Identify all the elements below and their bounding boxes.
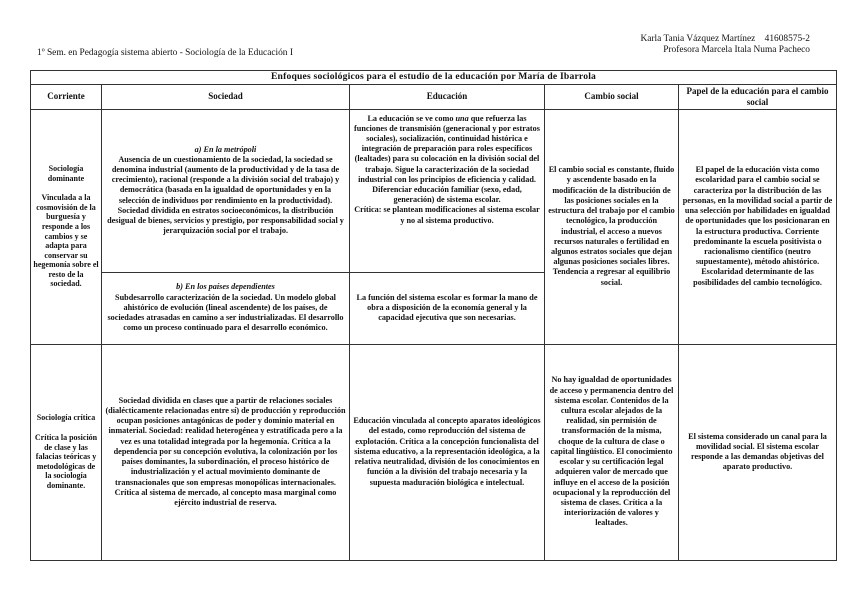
sociedad-dependientes-heading: b) En los países dependientes xyxy=(176,282,275,292)
corriente-critica-cell xyxy=(31,344,102,560)
column-header-corriente: Corriente xyxy=(31,84,102,109)
author-line: Karla Tania Vázquez Martínez 41608575-2 xyxy=(640,34,810,44)
papel-educacion-dominante-cell: El papel de la educación vista como escolaridad para el cambio social se caracteriza por la distribución de las personas, en la movilidad social a partir de una selección por habilidades en igualdad de oportunidades que los posicionaran en la estructura productiva. Corriente predominante la escuela positivista o racionalismo científico (neutro supuestamente), método ahistórico. Escolaridad determinante de las posibilidades del cambio tecnológico. xyxy=(679,109,837,344)
corriente-dominante-desc: Vinculada a la cosmovisión de la burguesía y responde a los cambios y se adapta para conservar su hegemonía sobre el resto de la sociedad. xyxy=(33,193,99,289)
column-header-cambio-social: Cambio social xyxy=(545,84,679,109)
sociedad-dependientes-cell xyxy=(102,272,350,344)
sociedad-dependientes-text: Subdesarrollo caracterización de la sociedad. Un modelo global ahistórico de evolución (lineal ascendente) de los países, de sociedades atrasadas en camino a ser industrializadas. El desarrollo como un proceso continuado para el desarrollo económico. xyxy=(107,292,344,333)
sociedad-critica-cell: Sociedad dividida en clases que a partir de relaciones sociales (dialécticamente relacionadas entre sí) de producción y reproducción ocupan posiciones antagónicas de poder y dominio material en inmaterial. Sociedad: realidad heterogénea y estratificada pero a la vez es una totalidad integrada por la hegemonía. Crítica a la dependencia por su concepción evolutiva, la colonización por los países dominantes, la subordinación, el proceso histórico de industrialización y el actual movimiento dominante de transnacionales que son empresas monopólicas internacionales. Crítica al sistema de mercado, al concepto masa marginal como ejército industrial de reserva. xyxy=(102,344,350,560)
educacion-metropoli-cell xyxy=(350,109,545,272)
sociology-approaches-table xyxy=(30,70,837,561)
sociedad-metropoli-text-1: Ausencia de un cuestionamiento de la sociedad, la sociedad se denomina industrial (aumento de la productividad y de la tasa de crecimiento), racional (responde a la división social del trabajo) y democrática (basada en la igualdad de oportunidades y en la selección de individuos por rendimiento en la productividad). xyxy=(111,154,340,205)
column-header-sociedad: Sociedad xyxy=(102,84,350,109)
author-header xyxy=(640,34,810,56)
sociedad-metropoli-text-2: Sociedad dividida en estratos socioeconómicos, la distribución desigual de bienes, servicios y prestigio, por responsabilidad social y jerarquización social por el trabajo. xyxy=(107,205,344,236)
sociedad-metropoli-heading: a) En la metrópoli xyxy=(194,144,257,154)
educacion-metropoli-text-2: Diferenciar educación familiar (sexo, edad, generación) de sistema escolar. xyxy=(372,184,522,205)
cambio-social-critica-cell: No hay igualdad de oportunidades de acceso y permanencia dentro del sistema escolar. Contenidos de la cultura escolar alejados de la realidad, sin permisión de transformación de la misma, choque de la cultura de clase o capital lingüístico. El conocimiento escolar y su certificación legal adquieren valor de mercado que influye en el acceso de la posición ocupacional y la reproducción del sistema de clases. Crítica a la interiorización de valores y lealtades. xyxy=(545,344,679,560)
professor-line: Profesora Marcela Itala Numa Pacheco xyxy=(663,45,810,55)
corriente-critica-desc: Crítica la posición de clase y las falacias teóricas y metodológicas de la sociología dominante. xyxy=(34,433,98,490)
column-header-papel-educacion: Papel de la educación para el cambio social xyxy=(679,84,837,109)
course-header: 1º Sem. en Pedagogía sistema abierto - Sociología de la Educación I xyxy=(37,48,293,58)
table-title: Enfoques sociológicos para el estudio de la educación por María de Ibarrola xyxy=(31,71,837,85)
papel-educacion-critica-cell: El sistema considerado un canal para la movilidad social. El sistema escolar responde a las demandas objetivas del aparato productivo. xyxy=(679,344,837,560)
corriente-dominante-cell xyxy=(31,109,102,344)
educacion-metropoli-text-1: La educación se ve como una que refuerza las funciones de transmisión (generacional y por estratos sociales), socialización, continuidad histórica e integración de preparación para roles específicos (lealtades) para su colocación en la división social del trabajo. Sigue la caracterización de la sociedad industrial con los principios de eficiencia y calidad. xyxy=(354,113,540,184)
educacion-critica-cell: Educación vinculada al concepto aparatos ideológicos del estado, como reproducción del sistema de explotación. Crítica a la concepción funcionalista del sistema educativo, a la representación ideológica, a la relativa neutralidad, división de los conocimientos en función a la división del trabajo necesaria y la supuesta maduración biológica e intelectual. xyxy=(350,344,545,560)
column-header-educacion: Educación xyxy=(350,84,545,109)
corriente-critica-name: Sociología crítica xyxy=(36,413,96,423)
corriente-dominante-name: Sociología dominante xyxy=(47,163,85,183)
educacion-metropoli-text-3: Crítica: se plantean modificaciones al sistema escolar y no al sistema productivo. xyxy=(354,205,540,225)
sociedad-metropoli-cell xyxy=(102,109,350,272)
cambio-social-dominante-cell: El cambio social es constante, fluido y ascendente basado en la modificación de la distribución de las posiciones sociales en la estructura del trabajo por el cambio tecnológico, la producción industrial, el acceso a nuevos recursos naturales o fertilidad en algunos estratos sociales que dejan algunas posiciones sociales libres. Tendencia a regresar al equilibrio social. xyxy=(545,109,679,344)
educacion-dependientes-cell: La función del sistema escolar es formar la mano de obra a disposición de la economía general y la capacidad ejecutiva que son necesarias. xyxy=(350,272,545,344)
